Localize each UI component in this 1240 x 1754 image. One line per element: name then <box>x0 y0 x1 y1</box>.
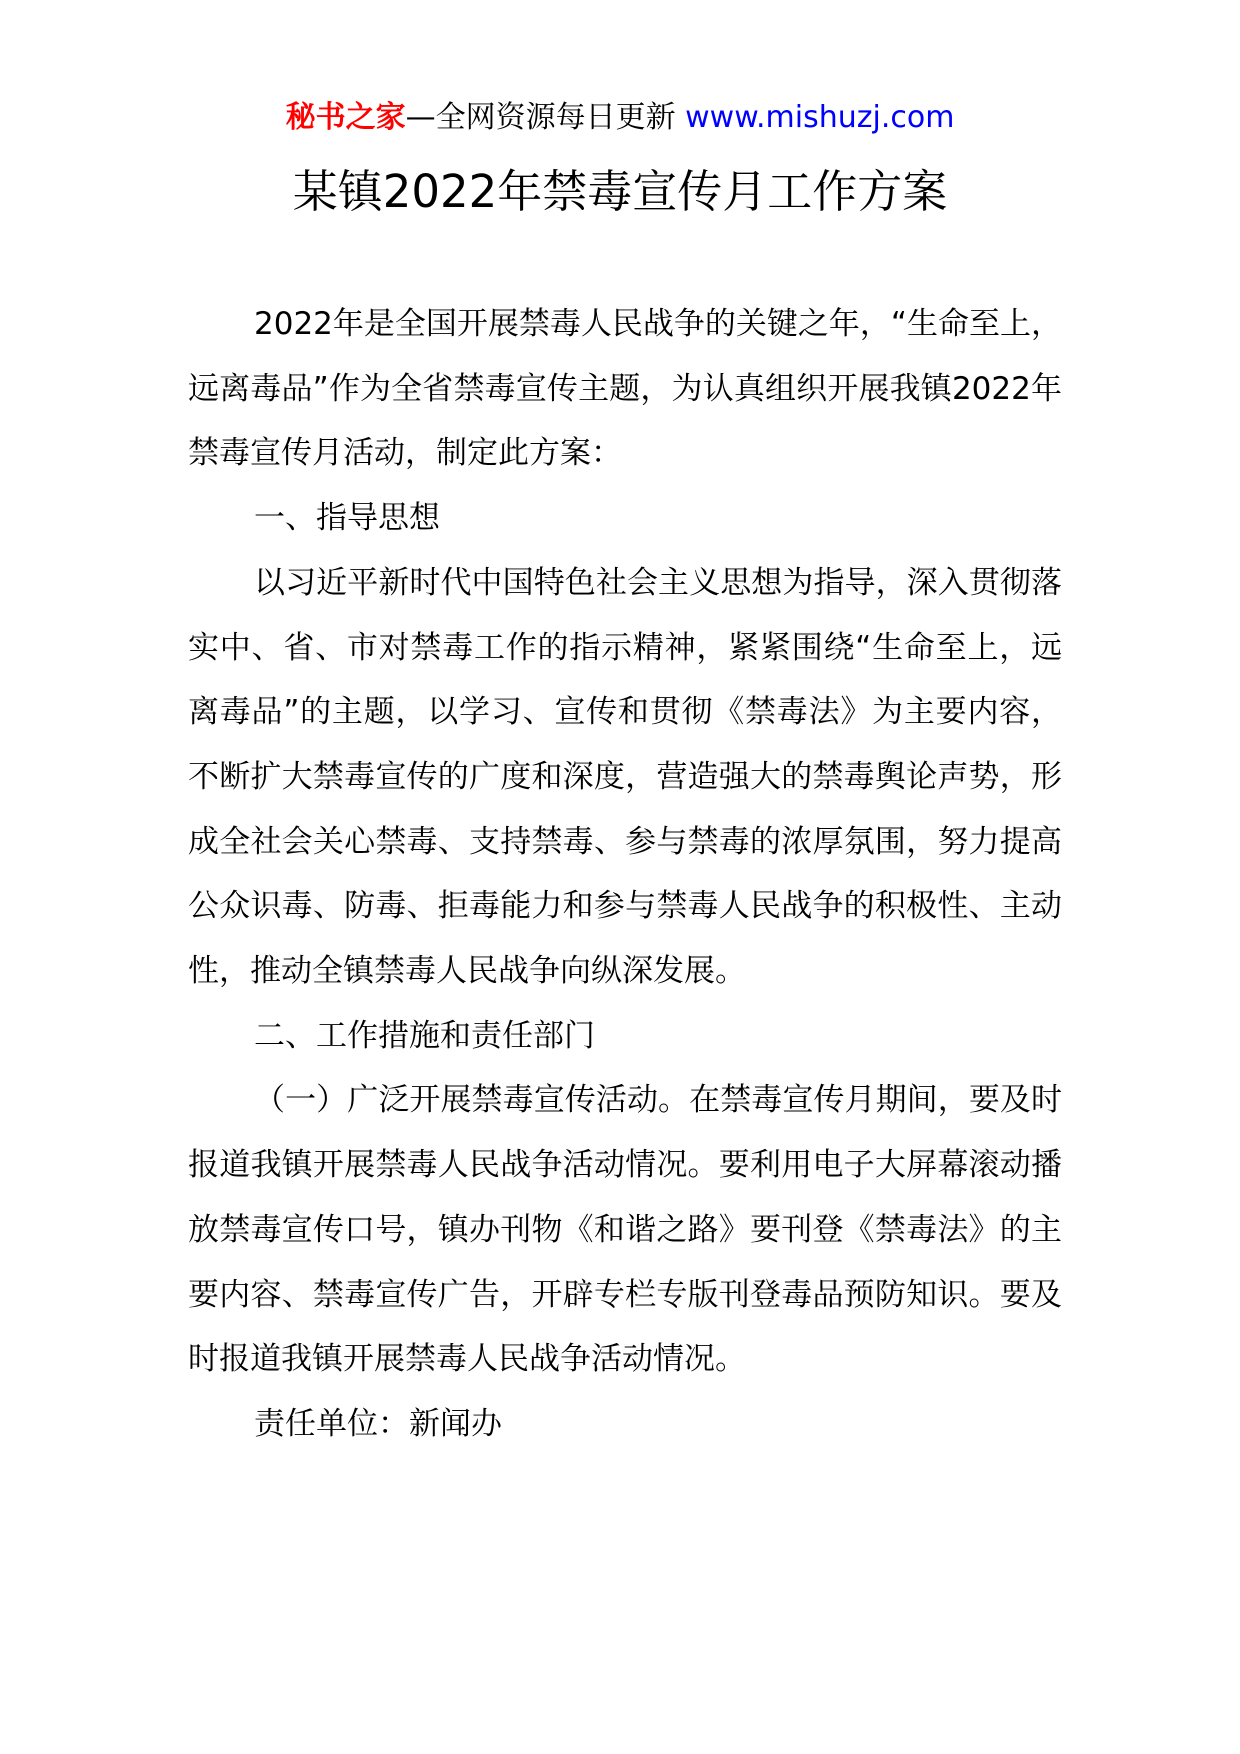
site-tagline: —全网资源每日更新 <box>405 100 676 135</box>
guiding-ideology-paragraph: 以习近平新时代中国特色社会主义思想为指导，深入贯彻落实中、省、市对禁毒工作的指示精神，紧紧围绕“生命至上，远离毒品”的主题，以学习、宣传和贯彻《禁毒法》为主要内容，不断扩大禁毒宣传的广度和深度，营造强大的禁毒舆论声势，形成全社会关心禁毒、支持禁毒、参与禁毒的浓厚氛围，努力提高公众识毒、防毒、拒毒能力和参与禁毒人民战争的积极性、主动性，推动全镇禁毒人民战争向纵深发展。 <box>188 564 1062 990</box>
document-body <box>188 292 1062 1457</box>
responsible-unit-line: 责任单位：新闻办 <box>254 1405 502 1442</box>
measure-one-paragraph: （一）广泛开展禁毒宣传活动。在禁毒宣传月期间，要及时报道我镇开展禁毒人民战争活动情况。要利用电子大屏幕滚动播放禁毒宣传口号，镇办刊物《和谐之路》要刊登《禁毒法》的主要内容、禁毒宣传广告，开辟专栏专版刊登毒品预防知识。要及时报道我镇开展禁毒人民战争活动情况。 <box>188 1082 1062 1378</box>
document-title: 某镇2022年禁毒宣传月工作方案 <box>292 165 948 218</box>
site-header <box>0 98 1240 138</box>
section-heading-work-measures: 二、工作措施和责任部门 <box>254 1017 595 1054</box>
site-url-link[interactable]: www.mishuzj.com <box>685 100 955 135</box>
section-heading-guiding-ideology: 一、指导思想 <box>254 500 440 537</box>
site-brand[interactable]: 秘书之家 <box>285 100 406 135</box>
intro-paragraph: 2022年是全国开展禁毒人民战争的关键之年，“生命至上，远离毒品”作为全省禁毒宣传主题，为认真组织开展我镇2022年禁毒宣传月活动，制定此方案： <box>188 306 1062 472</box>
